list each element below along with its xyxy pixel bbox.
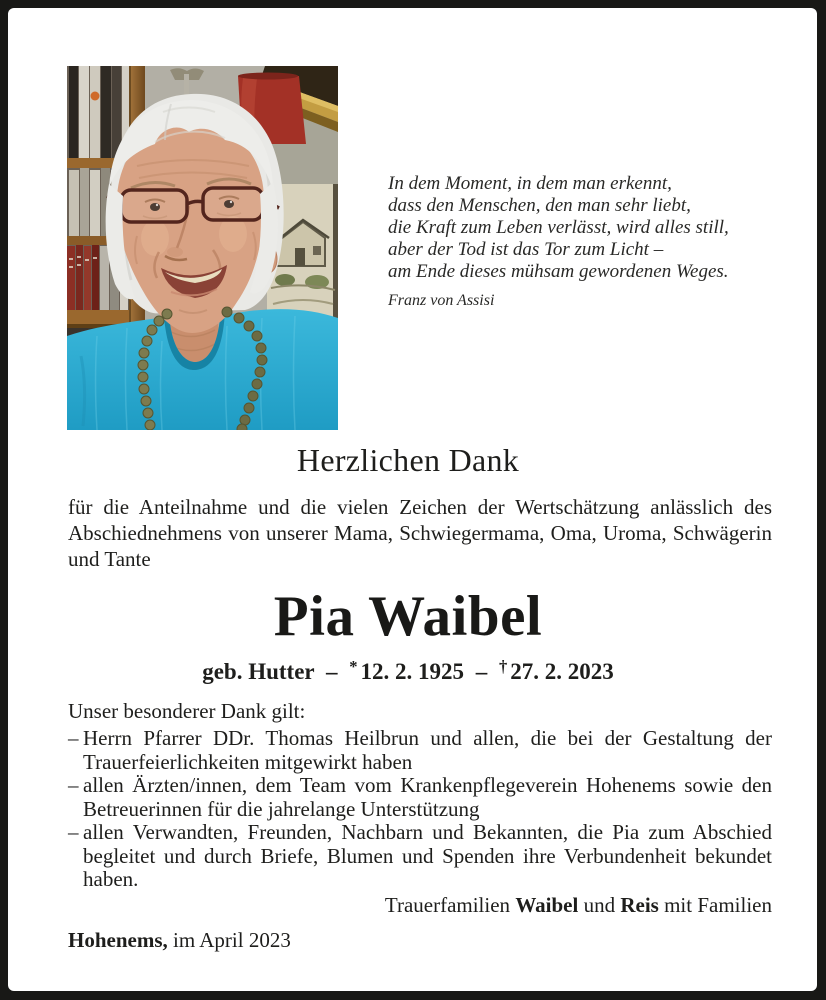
- place-name: Hohenems,: [68, 928, 168, 952]
- place-date-line: [68, 927, 291, 953]
- life-dates: [0, 653, 816, 686]
- date-text: im April 2023: [173, 928, 291, 952]
- acknowledgement-item: [68, 774, 772, 821]
- quote-line: die Kraft zum Leben verlässt, wird alles still,: [388, 217, 729, 238]
- acknowledgement-text: allen Ärzten/innen, dem Team vom Krankenpflegeverein Hohenems sowie den Betreuerinnen für die jahrelange Unterstützung: [83, 773, 772, 821]
- acknowledgements-lead: Unser besonderer Dank gilt:: [68, 699, 306, 723]
- family-name-waibel: Waibel: [515, 893, 579, 917]
- portrait-photo-illustration: [67, 66, 338, 430]
- dates-separator: –: [325, 658, 338, 684]
- death-dagger-icon: †: [499, 657, 508, 676]
- acknowledgement-text: allen Verwandten, Freunden, Nachbarn und Bekannten, die Pia zum Abschied begleitet und durch Briefe, Blumen und Spenden ihre Verbundenheit bekundet haben.: [83, 820, 772, 891]
- quote-line: aber der Tod ist das Tor zum Licht –: [388, 239, 664, 260]
- list-dash-icon: –: [68, 773, 79, 797]
- list-dash-icon: –: [68, 726, 79, 750]
- quote-line: am Ende dieses mühsam gewordenen Weges.: [388, 261, 729, 282]
- signature-line: [68, 893, 772, 918]
- quote-attribution: Franz von Assisi: [388, 292, 495, 309]
- family-name-reis: Reis: [620, 893, 659, 917]
- birth-date: 12. 2. 1925: [360, 658, 464, 684]
- birth-star-icon: *: [349, 657, 358, 676]
- dates-separator: –: [475, 658, 488, 684]
- signature-prefix: Trauerfamilien: [384, 893, 511, 917]
- memorial-quote: [388, 173, 729, 310]
- list-dash-icon: –: [68, 820, 79, 844]
- quote-line: In dem Moment, in dem man erkennt,: [388, 173, 672, 194]
- acknowledgement-item: [68, 727, 772, 774]
- thanks-heading: Herzlichen Dank: [296, 442, 520, 478]
- acknowledgement-text: Herrn Pfarrer DDr. Thomas Heilbrun und allen, die bei der Gestaltung der Trauerfeierlichkeiten mitgewirkt haben: [83, 726, 772, 774]
- acknowledgements-list: [68, 727, 772, 892]
- portrait-photo: [67, 66, 338, 430]
- signature-suffix: mit Familien: [664, 893, 772, 917]
- intro-paragraph: für die Anteilnahme und die vielen Zeichen der Wertschätzung anlässlich des Abschiednehmens von unserer Mama, Schwiegermama, Oma, Uroma, Schwägerin und Tante: [68, 495, 772, 571]
- quote-line: dass den Menschen, den man sehr liebt,: [388, 195, 691, 216]
- death-date: 27. 2. 2023: [510, 658, 614, 684]
- signature-conjunction: und: [583, 893, 616, 917]
- acknowledgement-item: [68, 821, 772, 892]
- maiden-name: geb. Hutter: [202, 658, 315, 684]
- deceased-name: Pia Waibel: [273, 585, 543, 648]
